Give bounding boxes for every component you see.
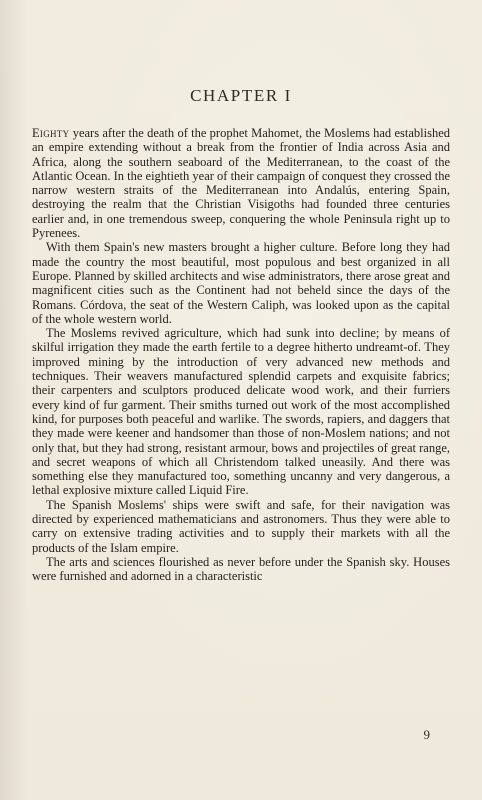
paragraph-1-text: years after the death of the prophet Mahomet, the Moslems had established an empire extending without a break from the frontier of India across Asia and Africa, along the southern seaboard of the Mediterranean, to the coast of the Atlantic Ocean. In the eightieth year of their campaign of conquest they crossed the narrow western straits of the Mediterranean into Andalús, entering Spain, destroying the realm that the Christian Visigoths had founded three centuries earlier and, in one tremendous sweep, conquering the whole Peninsula right up to Pyrenees. [32,126,450,241]
chapter-heading: CHAPTER I [190,86,292,105]
paragraph-4: The Spanish Moslems' ships were swift and safe, for their navigation was directed by experienced mathematicians and astronomers. Thus they were able to carry on extensive trading activities and to supply their markets with all the products of the Islam empire. [32,497,450,555]
page-number: 9 [423,727,430,742]
body-text [32,126,450,584]
paragraph-1-lead-word: Eighty [32,126,70,140]
paragraph-5: The arts and sciences flourished as never before under the Spanish sky. Houses were furnished and adorned in a characteristic [32,554,450,584]
paragraph-1 [32,126,450,240]
page-gutter-shadow [0,0,28,800]
paragraph-3: The Moslems revived agriculture, which had sunk into decline; by means of skilful irrigation they made the earth fertile to a degree hitherto undreamt-of. They improved mining by the introduction of very advanced new methods and techniques. Their weavers manufactured splendid carpets and exquisite fabrics; their carpenters and sculptors produced delicate wood work, and their furriers every kind of fur garment. Their smiths turned out work of the most accomplished kind, for purposes both peaceful and warlike. The swords, rapiers, and daggers that they made were keener and handsomer than those of non-Moslem nations; and not only that, but they had strong, resistant armour, bows and projectiles of great range, and secret weapons of which all Christendom talked uneasily. And there was something else they manufactured too, something uncanny and very dangerous, a lethal explosive mixture called Liquid Fire. [32,326,450,498]
paragraph-2: With them Spain's new masters brought a higher culture. Before long they had made the country the most beautiful, most populous and best organized in all Europe. Planned by skilled architects and wise administrators, there arose great and magnificent cities such as the Continent had not beheld since the days of the Romans. Córdova, the seat of the Western Caliph, was looked upon as the capital of the whole western world. [32,240,450,326]
